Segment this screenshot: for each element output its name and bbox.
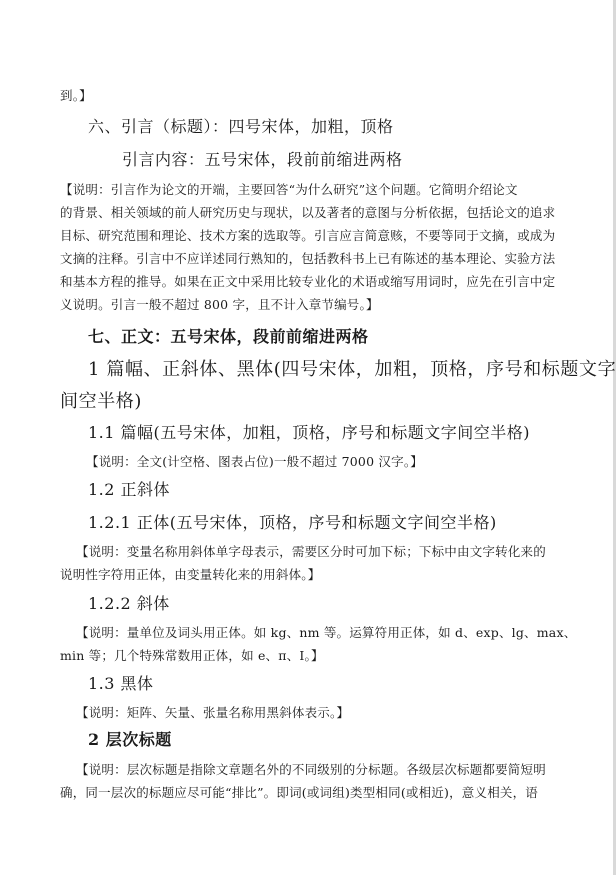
upright-note-line-2: 说明性字符用正体，由变量转化来的用斜体。】 bbox=[60, 567, 321, 582]
bold-note: 【说明：矩阵、矢量、张量名称用黑斜体表示。】 bbox=[76, 705, 350, 720]
note-word-limit: 【说明：全文(计空格、图表占位)一般不超过 7000 汉字。】 bbox=[86, 454, 423, 469]
heading-1-line-2: 间空半格) bbox=[60, 391, 143, 412]
intro-note-line-2: 的背景、相关领域的前人研究历史与现状，以及著者的意图与分析依据，包括论文的追求 bbox=[60, 205, 556, 220]
level-heading-note-line-2: 确，同一层次的标题应尽可能“排比”。即词(或词组)类型相同(或相近)，意义相关，语 bbox=[60, 785, 538, 800]
heading-1-line-1: 1 篇幅、正斜体、黑体(四号宋体，加粗，顶格，序号和标题文字 bbox=[88, 359, 616, 380]
intro-note-line-4: 文摘的注释。引言中不应详述同行熟知的，包括教科书上已有陈述的基本理论、实验方法 bbox=[60, 251, 556, 266]
intro-note-line-3: 目标、研究范围和理论、技术方案的选取等。引言应言简意赅，不要等同于文摘，或成为 bbox=[60, 228, 556, 243]
level-heading-note-line-1: 【说明：层次标题是指除文章题名外的不同级别的分标题。各级层次标题都要简短明 bbox=[76, 762, 546, 777]
section-7-heading: 七、正文：五号宋体，段前前缩进两格 bbox=[88, 327, 369, 346]
intro-content-instruction: 引言内容：五号宋体，段前前缩进两格 bbox=[122, 150, 403, 169]
intro-note-line-1: 【说明：引言作为论文的开端，主要回答“为什么研究”这个问题。它简明介绍论文 bbox=[60, 182, 518, 197]
heading-1-3: 1.3 黑体 bbox=[88, 674, 154, 693]
upright-note-line-1: 【说明：变量名称用斜体单字母表示，需要区分时可加下标；下标中由文字转化来的 bbox=[76, 544, 546, 559]
italic-note-line-1: 【说明：量单位及词头用正体。如 kg、nm 等。运算符用正体，如 d、exp、lg、max、 bbox=[76, 625, 577, 640]
heading-2: 2 层次标题 bbox=[88, 730, 172, 749]
heading-1-2-2: 1.2.2 斜体 bbox=[88, 594, 170, 613]
section-6-heading: 六、引言（标题）：四号宋体，加粗，顶格 bbox=[88, 117, 394, 136]
heading-1-2-1: 1.2.1 正体(五号宋体，顶格，序号和标题文字间空半格) bbox=[88, 513, 497, 532]
continued-text-end: 到。】 bbox=[60, 88, 92, 103]
intro-note-line-5: 和基本方程的推导。如果在正文中采用比较专业化的术语或缩写用词时，应先在引言中定 bbox=[60, 274, 556, 289]
heading-1-1: 1.1 篇幅(五号宋体，加粗，顶格，序号和标题文字间空半格) bbox=[88, 423, 531, 442]
intro-note-line-6: 义说明。引言一般不超过 800 字，且不计入章节编号。】 bbox=[60, 297, 379, 312]
heading-1-2: 1.2 正斜体 bbox=[88, 480, 171, 499]
italic-note-line-2: min 等；几个特殊常数用正体，如 e、π、I。】 bbox=[60, 648, 324, 663]
